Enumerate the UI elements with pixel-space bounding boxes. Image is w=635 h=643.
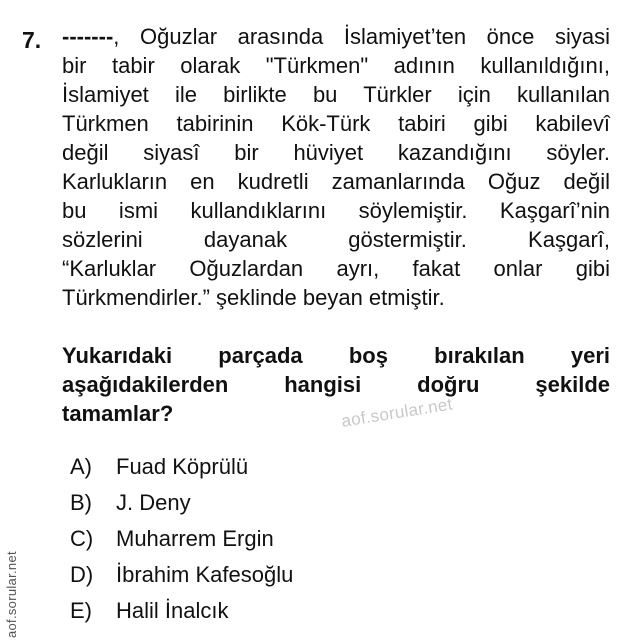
option-letter: A): [70, 454, 92, 479]
option-text: Muharrem Ergin: [116, 526, 274, 551]
passage-line-4: Türkmen tabirinin Kök-Türk tabiri gibi kabilevî: [62, 111, 610, 136]
prompt-line-3: tamamlar?: [62, 401, 174, 426]
option-text: J. Deny: [116, 490, 191, 515]
option-d[interactable]: [70, 557, 470, 593]
option-text: Halil İnalcık: [116, 598, 229, 623]
passage-line-8: sözlerini dayanak göstermiştir. Kaşgarî,: [62, 227, 610, 252]
passage-line-2: bir tabir olarak "Türkmen" adının kullanıldığını,: [62, 53, 610, 78]
option-e[interactable]: [70, 593, 470, 629]
question-prompt: [62, 341, 610, 428]
question-passage: [62, 22, 610, 312]
option-b[interactable]: [70, 485, 470, 521]
answer-options: [70, 449, 470, 629]
option-letter: C): [70, 526, 94, 551]
option-letter: D): [70, 562, 94, 587]
passage-line-5: değil siyasî bir hüviyet kazandığını söyler.: [62, 140, 610, 165]
option-letter: E): [70, 598, 92, 623]
option-text: Fuad Köprülü: [116, 454, 249, 479]
passage-line-9: “Karluklar Oğuzlardan ayrı, fakat onlar gibi: [62, 256, 610, 281]
prompt-line-1: Yukarıdaki parçada boş bırakılan yeri: [62, 343, 610, 368]
passage-line-1: -------, Oğuzlar arasında İslamiyet’ten önce siyasi: [62, 24, 610, 49]
passage-line-7: bu ismi kullandıklarını söylemiştir. Kaşgarî’nin: [62, 198, 610, 223]
watermark-center: aof.sorular.net: [340, 394, 454, 431]
passage-line-10: Türkmendirler.” şeklinde beyan etmiştir.: [62, 285, 445, 310]
option-c[interactable]: [70, 521, 470, 557]
option-letter: B): [70, 490, 92, 515]
passage-line-6: Karlukların en kudretli zamanlarında Oğuz değil: [62, 169, 610, 194]
blank-placeholder: -------: [62, 24, 114, 49]
prompt-line-2: aşağıdakilerden hangisi doğru şekilde: [62, 372, 610, 397]
question-number: 7.: [22, 27, 42, 53]
watermark-side: aof.sorular.net: [4, 551, 19, 638]
option-text: İbrahim Kafesoğlu: [116, 562, 294, 587]
option-a[interactable]: [70, 449, 470, 485]
passage-line-3: İslamiyet ile birlikte bu Türkler için kullanılan: [62, 82, 610, 107]
